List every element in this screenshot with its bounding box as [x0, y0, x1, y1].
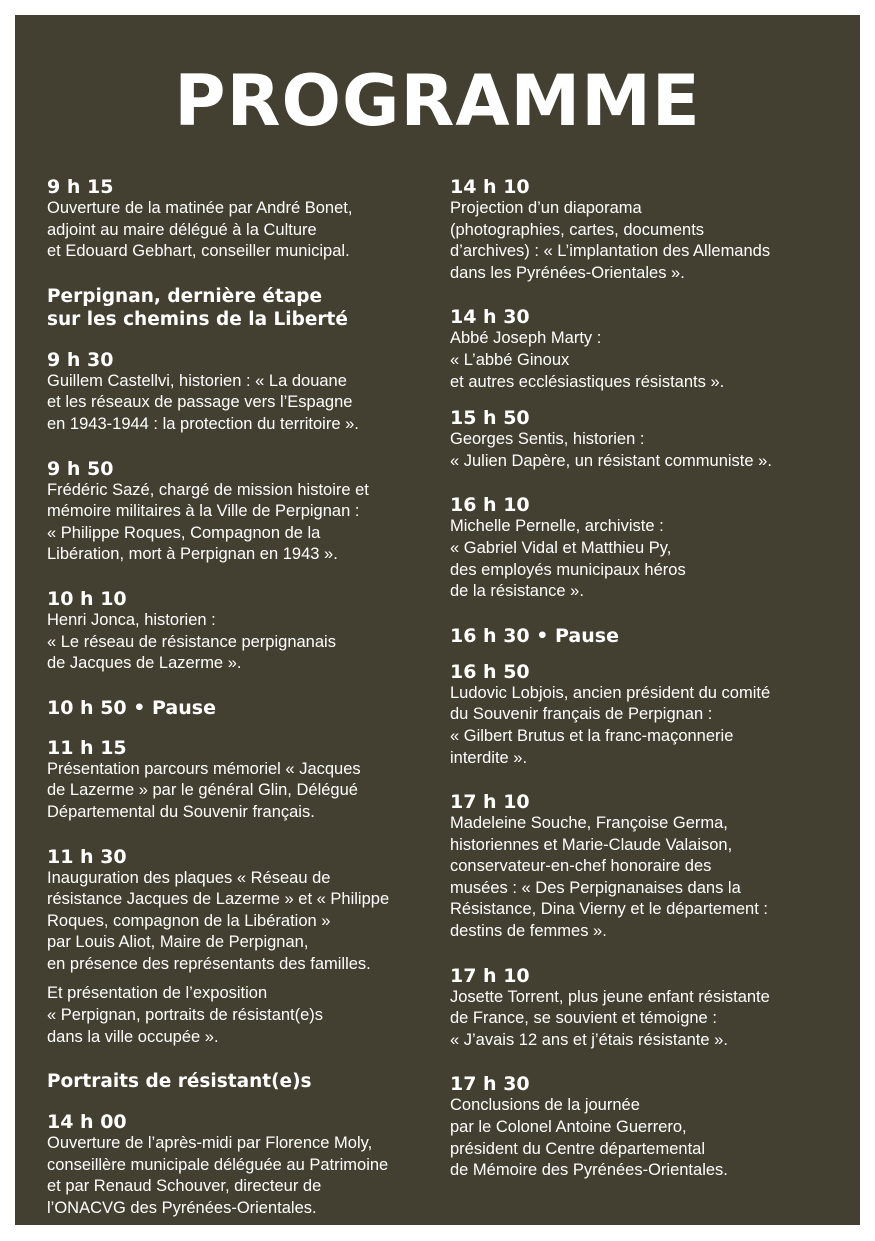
- session-time: 16 h 10: [450, 494, 530, 517]
- session-text-line: Josette Torrent, plus jeune enfant résistante: [450, 987, 770, 1006]
- session-text-line: de Mémoire des Pyrénées-Orientales.: [450, 1161, 728, 1180]
- session-text-line: des employés municipaux héros: [450, 560, 686, 579]
- session-text-line: du Souvenir français de Perpignan :: [450, 705, 713, 724]
- session-time: 15 h 50: [450, 407, 530, 430]
- session-text-line: et Edouard Gebhart, conseiller municipal.: [47, 242, 350, 261]
- right-column: [450, 176, 840, 1182]
- session-text-line: Et présentation de l’exposition: [47, 984, 268, 1003]
- session-1710-b: [450, 965, 840, 1052]
- session-text-line: conseillère municipale déléguée au Patrimoine: [47, 1155, 389, 1174]
- session-text-line: musées : « Des Perpignanaises dans la: [450, 878, 741, 897]
- session-time: 17 h 30: [450, 1073, 530, 1096]
- heading-line: sur les chemins de la Liberté: [47, 308, 348, 330]
- session-text-line: l’ONACVG des Pyrénées-Orientales.: [47, 1199, 317, 1218]
- session-1650: [450, 661, 840, 769]
- session-time: 16 h 50: [450, 660, 530, 683]
- program-panel: [15, 15, 860, 1225]
- session-1410: [450, 176, 840, 284]
- session-text-line: Henri Jonca, historien :: [47, 610, 216, 629]
- session-text-line: de Lazerme » par le général Glin, Délégué: [47, 781, 358, 800]
- session-text-line: Michelle Pernelle, archiviste :: [450, 517, 664, 536]
- session-text-line: conservateur-en-chef honoraire des: [450, 857, 712, 876]
- session-text-line: « Perpignan, portraits de résistant(e)s: [47, 1006, 324, 1025]
- session-text-line: Frédéric Sazé, chargé de mission histoire et: [47, 480, 369, 499]
- session-0915: [47, 176, 437, 263]
- session-text-line: résistance Jacques de Lazerme » et « Philippe: [47, 890, 390, 909]
- session-text-line: de France, se souvient et témoigne :: [450, 1009, 717, 1028]
- session-text-line: Abbé Joseph Marty :: [450, 329, 602, 348]
- session-1730: [450, 1073, 840, 1181]
- session-text-line: en 1943-1944 : la protection du territoire ».: [47, 414, 359, 433]
- session-time: 14 h 10: [450, 176, 530, 198]
- left-column: [47, 176, 437, 1220]
- session-text-line: Projection d’un diaporama: [450, 199, 642, 217]
- session-text-line: de la résistance ».: [450, 582, 584, 601]
- session-text-line: Présentation parcours mémoriel « Jacques: [47, 759, 361, 778]
- session-0950: [47, 458, 437, 566]
- session-text-line: adjoint au maire délégué à la Culture: [47, 220, 317, 239]
- session-text-line: « Gabriel Vidal et Matthieu Py,: [450, 538, 672, 557]
- session-time: 9 h 50: [47, 457, 114, 480]
- session-1400: [47, 1111, 437, 1219]
- session-0930: [47, 349, 437, 436]
- session-text-line: historiennes et Marie-Claude Valaison,: [450, 835, 733, 854]
- session-1115: [47, 737, 437, 824]
- session-time: 9 h 15: [47, 176, 114, 198]
- session-time: 10 h 10: [47, 587, 127, 610]
- session-text-line: Ouverture de l’après-midi par Florence Moly,: [47, 1134, 373, 1153]
- pause-1630: 16 h 30 • Pause: [450, 624, 619, 647]
- session-text-line: Départemental du Souvenir français.: [47, 802, 315, 821]
- session-text-line: Madeleine Souche, Françoise Germa,: [450, 814, 728, 833]
- page-title: PROGRAMME: [174, 60, 701, 142]
- session-text-line: « L’abbé Ginoux: [450, 350, 570, 369]
- session-text-line: en présence des représentants des familles.: [47, 954, 371, 973]
- session-text-line: dans la ville occupée ».: [47, 1027, 219, 1046]
- session-text-line: Georges Sentis, historien :: [450, 430, 645, 449]
- session-text-line: Roques, compagnon de la Libération »: [47, 911, 331, 930]
- section-heading-perpignan: [47, 285, 437, 331]
- session-text-line: Libération, mort à Perpignan en 1943 ».: [47, 545, 338, 564]
- section-heading-portraits: [47, 1070, 437, 1093]
- session-text-line: interdite ».: [450, 748, 528, 767]
- session-time: 11 h 30: [47, 845, 127, 868]
- session-text-line: Inauguration des plaques « Réseau de: [47, 868, 331, 887]
- pause-1050: 10 h 50 • Pause: [47, 696, 216, 719]
- session-text-line: et autres ecclésiastiques résistants ».: [450, 372, 725, 391]
- session-1130: [47, 846, 437, 1049]
- session-text-line: « Julien Dapère, un résistant communiste ».: [450, 451, 772, 470]
- session-text-line: par le Colonel Antoine Guerrero,: [450, 1118, 687, 1137]
- session-text-line: « Philippe Roques, Compagnon de la: [47, 523, 321, 542]
- heading-line: Perpignan, dernière étape: [47, 285, 323, 307]
- session-text-line: « Gilbert Brutus et la franc-maçonnerie: [450, 726, 734, 745]
- session-time: 14 h 30: [450, 306, 530, 329]
- heading-line: Portraits de résistant(e)s: [47, 1071, 312, 1093]
- session-text-line: Ouverture de la matinée par André Bonet,: [47, 199, 353, 217]
- session-time: 17 h 10: [450, 791, 530, 814]
- session-text-line: mémoire militaires à la Ville de Perpignan :: [47, 502, 360, 521]
- session-text-line: « J’avais 12 ans et j’étais résistante ».: [450, 1030, 728, 1049]
- session-text-line: Résistance, Dina Vierny et le département :: [450, 900, 768, 919]
- session-time: 17 h 10: [450, 964, 530, 987]
- session-text-line: (photographies, cartes, documents: [450, 220, 705, 239]
- session-text-line: président du Centre départemental: [450, 1139, 705, 1158]
- session-text-line: et les réseaux de passage vers l’Espagne: [47, 393, 353, 412]
- session-time: 14 h 00: [47, 1111, 127, 1134]
- session-text-line: de Jacques de Lazerme ».: [47, 654, 242, 673]
- session-text-line: Conclusions de la journée: [450, 1096, 640, 1115]
- session-text-line: dans les Pyrénées-Orientales ».: [450, 263, 685, 282]
- session-text-line: Guillem Castellvi, historien : « La douane: [47, 371, 347, 390]
- session-text-line: Ludovic Lobjois, ancien président du comité: [450, 683, 771, 702]
- session-1010: [47, 588, 437, 675]
- session-time: 11 h 15: [47, 736, 127, 759]
- session-1610: [450, 494, 840, 602]
- session-text-line: par Louis Aliot, Maire de Perpignan,: [47, 933, 309, 952]
- session-1550: [450, 407, 840, 472]
- session-1710-a: [450, 791, 840, 943]
- session-text-line: et par Renaud Schouver, directeur de: [47, 1177, 322, 1196]
- session-text-line: d’archives) : « L’implantation des Allemands: [450, 242, 771, 261]
- session-text-line: « Le réseau de résistance perpignanais: [47, 632, 336, 651]
- session-time: 9 h 30: [47, 348, 114, 371]
- session-1430: [450, 306, 840, 393]
- session-text-line: destins de femmes ».: [450, 922, 607, 941]
